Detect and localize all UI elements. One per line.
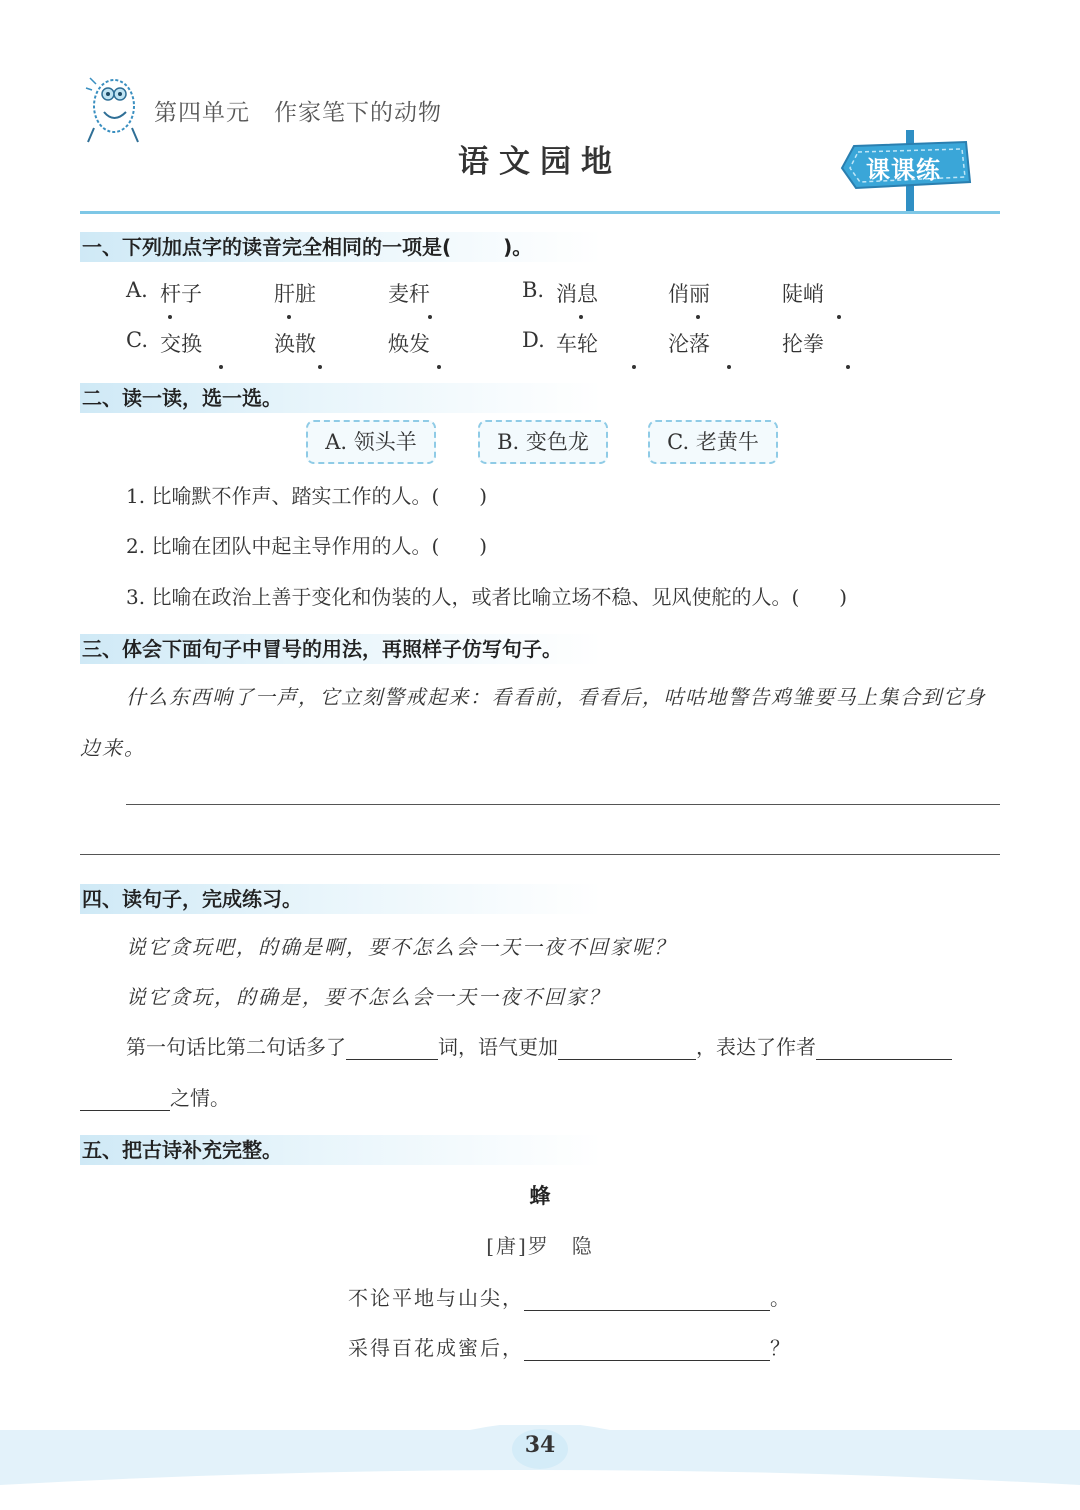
answer-blank[interactable] xyxy=(524,1288,770,1311)
poem-line-1 xyxy=(348,1282,792,1311)
answer-blank[interactable] xyxy=(816,1037,952,1060)
option-a-word-3: 麦秆 xyxy=(388,282,430,306)
option-a-word-2: 肝脏 xyxy=(274,282,316,306)
answer-blank[interactable] xyxy=(80,1088,170,1111)
unit-mascot-illustration xyxy=(80,68,144,146)
option-a-word-1 xyxy=(160,278,202,308)
option-b-word-3: 陡峭 xyxy=(782,282,824,306)
option-a-label: A. xyxy=(126,278,148,302)
section-three-heading: 三、体会下面句子中冒号的用法，再照样子仿写句子。 xyxy=(80,634,602,664)
poem-line-1-text: 不论平地与山尖， xyxy=(348,1286,524,1310)
section-one-heading-close: )。 xyxy=(503,235,533,259)
fill-text-3: ，表达了作者 xyxy=(696,1035,816,1059)
unit-number: 第四单元 xyxy=(154,100,250,126)
answer-line[interactable] xyxy=(80,854,1000,855)
choice-old-ox: C. 老黄牛 xyxy=(648,420,778,464)
option-b-word-1: 消息 xyxy=(556,282,598,306)
poem-line-2 xyxy=(348,1332,792,1361)
fill-text-2: 词，语气更加 xyxy=(438,1035,558,1059)
model-sentence-line-2: 边来。 xyxy=(80,736,146,760)
header-divider xyxy=(80,211,1000,214)
section-two-heading: 二、读一读，选一选。 xyxy=(80,383,602,413)
unit-theme: 作家笔下的动物 xyxy=(274,100,442,126)
badge-label: 课课练 xyxy=(866,156,941,184)
poem-title: 蜂 xyxy=(529,1183,551,1208)
fill-text-4: 之情。 xyxy=(170,1086,230,1110)
choice-chameleon: B. 变色龙 xyxy=(478,420,608,464)
option-b-label: B. xyxy=(522,278,545,302)
poem-line-2-text: 采得百花成蜜后， xyxy=(348,1336,524,1360)
answer-blank[interactable] xyxy=(558,1037,696,1060)
sentence-1: 说它贪玩吧，的确是啊，要不怎么会一天一夜不回家呢？ xyxy=(126,935,676,959)
option-d-word-3: 抡拳 xyxy=(782,332,824,356)
fill-text-1: 第一句话比第二句话多了 xyxy=(126,1035,346,1059)
option-b-word-2: 俏丽 xyxy=(668,282,710,306)
word: 杆子 xyxy=(160,282,202,306)
page-title: 语文园地 xyxy=(458,144,622,180)
option-c-word-3: 焕发 xyxy=(388,332,430,356)
item-3: 3. 比喻在政治上善于变化和伪装的人，或者比喻立场不稳、见风使舵的人。( ) xyxy=(126,585,848,609)
option-d-label: D. xyxy=(522,328,545,352)
section-four-heading: 四、读句子，完成练习。 xyxy=(80,884,602,914)
unit-heading xyxy=(154,94,442,127)
fill-in-line xyxy=(126,1031,952,1060)
section-one-heading xyxy=(80,232,602,262)
poem-line-1-end: 。 xyxy=(770,1286,792,1310)
answer-blank[interactable] xyxy=(524,1338,770,1361)
section-one-heading-text: 一、下列加点字的读音完全相同的一项是( xyxy=(82,235,452,259)
poem-line-2-end: ？ xyxy=(770,1336,792,1360)
poem-author: [唐]罗 隐 xyxy=(486,1234,594,1258)
option-c-word-1: 交换 xyxy=(160,332,202,356)
choice-lead-sheep: A. 领头羊 xyxy=(306,420,436,464)
answer-line[interactable] xyxy=(126,804,1000,805)
option-d-word-1: 车轮 xyxy=(556,332,598,356)
option-d-word-2: 沦落 xyxy=(668,332,710,356)
page-number: 34 xyxy=(524,1432,556,1458)
sentence-2: 说它贪玩，的确是，要不怎么会一天一夜不回家？ xyxy=(126,985,610,1009)
fill-in-line-2 xyxy=(80,1082,230,1111)
option-c-label: C. xyxy=(126,328,148,352)
option-c-word-2: 涣散 xyxy=(274,332,316,356)
section-five-heading: 五、把古诗补充完整。 xyxy=(80,1135,602,1165)
item-1: 1. 比喻默不作声、踏实工作的人。( ) xyxy=(126,484,488,508)
model-sentence-line-1: 什么东西响了一声，它立刻警戒起来：看看前，看看后，咕咕地警告鸡雏要马上集合到它身 xyxy=(126,685,986,709)
answer-blank[interactable] xyxy=(346,1037,438,1060)
item-2: 2. 比喻在团队中起主导作用的人。( ) xyxy=(126,534,488,558)
